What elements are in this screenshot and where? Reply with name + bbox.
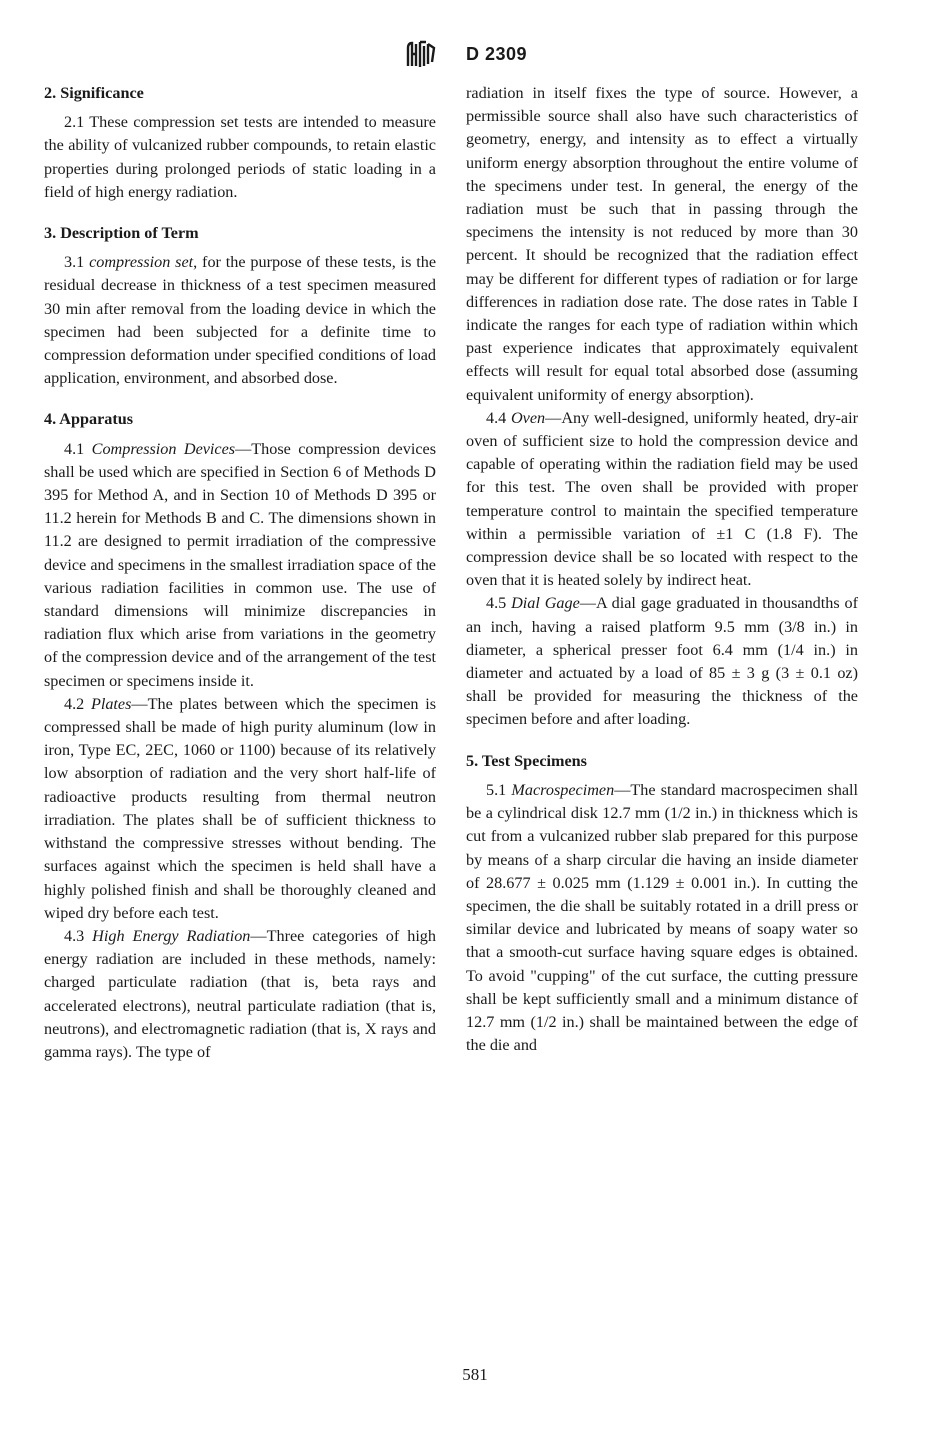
paragraph-4-1: 4.1 Compression Devices—Those compression devices shall be used which are specified in Section 6 of Methods D 395 for Method A, and in Section 10 of Methods D 395 or 11.2 herein for Methods B and C. The dimensions shown in 11.2 are designed to permit irradiation of the compressive device and specimens in the smallest irradiation space of the various radiation facilities in common use. The use of standard dimensions will minimize discrepancies in radiation flux which arise from variations in the geometry of the compression device and of the arrangement of the test specimen or specimens inside it.: [44, 439, 437, 690]
paragraph-4-3-continued: radiation in itself fixes the type of source. However, a permissible source shall also have such characteristics of geometry, energy, and intensity as to effect a virtually uniform energy absorption throughout the entire volume of the specimens under test. In general, the energy of the radiation must be such that in passing through the specimens the intensity is not reduced by more than 30 percent. It should be recognized that the radiation effect may be different for different types of radiation or for large differences in radiation dose rate. The dose rates in Table I indicate the ranges for each type of radiation within which past experience indicates that approximately equivalent effects will result for equal total absorbed dose (assuming equivalent uniformity of energy absorption).: [466, 84, 858, 404]
section-heading-significance: 2. Significance: [44, 84, 144, 102]
paragraph-4-2: 4.2 Plates—The plates between which the specimen is compressed shall be made of high purity aluminum (low in iron, Type EC, 2EC, 1060 or 1100) because of its relatively low absorption of radiation and the very short half-life of radioactive products resulting from thermal neutron irradiation. The plates shall be of sufficient thickness to withstand the compressive stresses without bending. The surfaces against which the specimen is held shall have a highly polished finish and shall be thoroughly cleaned and wiped dry before each test.: [44, 694, 436, 922]
page-header: [0, 40, 950, 70]
document-designation: D 2309: [466, 44, 528, 64]
page-number: 581: [462, 1365, 488, 1384]
section-heading-apparatus: 4. Apparatus: [44, 410, 134, 429]
paragraph-5-1: 5.1 Macrospecimen—The standard macrospecimen shall be a cylindrical disk 12.7 mm (1/2 in.) in thickness which is cut from a vulcanized rubber slab prepared for this purpose by means of a sharp circular die having an inside diameter of 28.677 ± 0.025 mm (1.129 ± 0.001 in.). In cutting the specimen, the die shall be suitably rotated in a drill press or similar device and lubricated by means of soapy water so that a smooth-cut surface having square edges is obtained. To avoid "cupping" of the cut surface, the cutting pressure shall be kept sufficiently small and a minimum distance of 12.7 mm (1/2 in.) shall be maintained between the edge of the die and: [466, 780, 858, 1055]
paragraph-3-1: 3.1 compression set, for the purpose of these tests, is the residual decrease in thickness of a test specimen measured 30 min after removal from the loading device in which the specimen had been subjected for a definite time to compression deformation under specified conditions of load application, environment, and absorbed dose.: [44, 253, 437, 388]
astm-logo-icon: [404, 40, 438, 70]
section-heading-description-of-term: 3. Description of Term: [44, 224, 199, 243]
right-column: [466, 82, 858, 1057]
paragraph-4-4: 4.4 Oven—Any well-designed, uniformly heated, dry-air oven of sufficient size to hold the compression device and capable of operating within the radiation field may be used for this test. The oven shall be provided with proper temperature control to maintain the specified temperature within a permissible variation of ±1 C (1.8 F). The compression device shall be so located with respect to the oven that it is heated solely by indirect heat.: [466, 408, 859, 590]
paragraph-4-3: 4.3 High Energy Radiation—Three categories of high energy radiation are included in these methods, namely: charged particulate radiation (that is, beta rays and accelerated electrons), neutral particulate radiation (that is, neutrons), and electromagnetic radiation (that is, X rays and gamma rays). The type of: [44, 926, 436, 1061]
section-heading-test-specimens: 5. Test Specimens: [466, 751, 587, 770]
paragraph-4-5: 4.5 Dial Gage—A dial gage graduated in thousandths of an inch, having a raised platform 9.5 mm (3/8 in.) in diameter, a spherical presser foot 6.4 mm (1/4 in.) in diameter and actuated by a load of 85 ± 3 g (3 ± 0.1 oz) shall be provided for measuring the thickness of the specimen before and after loading.: [466, 594, 858, 729]
left-column: [44, 82, 436, 1064]
paragraph-2-1: 2.1 These compression set tests are intended to measure the ability of vulcanized rubber compounds, to retain elastic properties during prolonged periods of static loading in a field of high energy radiation.: [44, 113, 436, 201]
